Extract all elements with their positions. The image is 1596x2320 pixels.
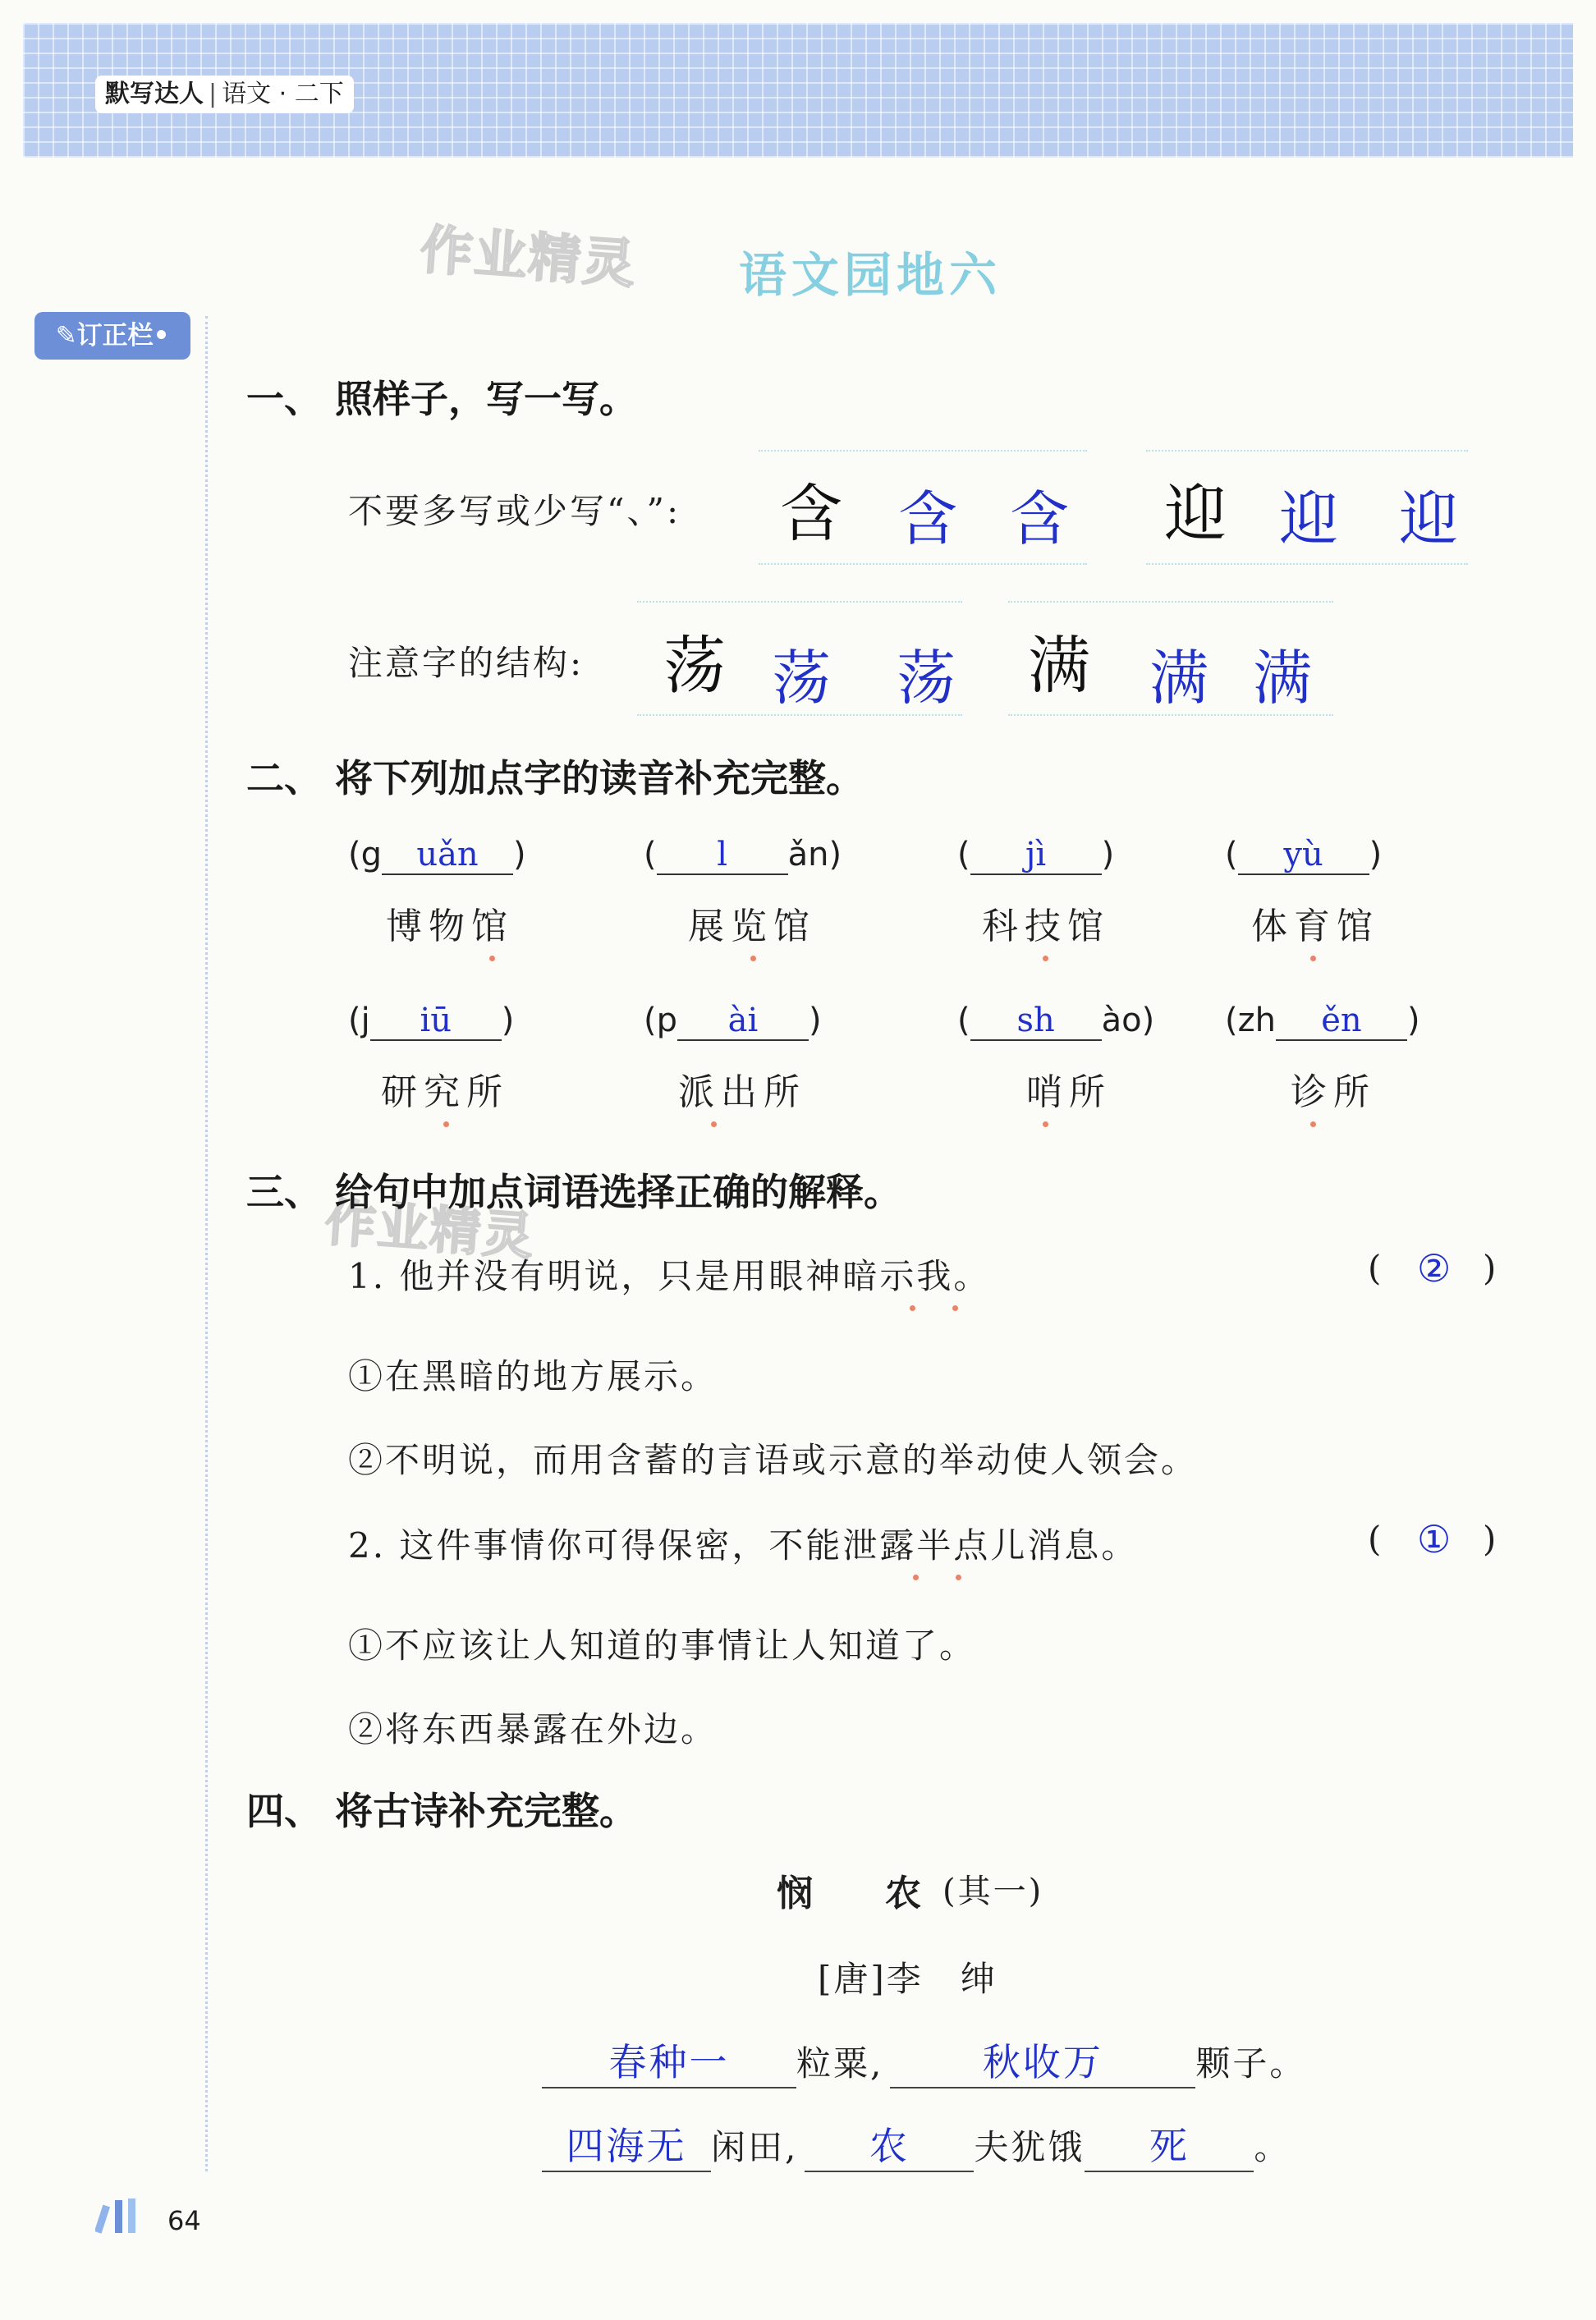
question-2-sentence: 2. 这件事情你可得保密，不能泄露半点儿消息。 [348, 1525, 1139, 1566]
section1-heading: 一、 照样子，写一写。 [246, 377, 638, 421]
poem-title: 悯 农 [777, 1873, 921, 1914]
watermark-top: 作业精灵 [418, 219, 639, 296]
written-character: 荡 [772, 644, 832, 713]
emphasis-dot [1043, 1121, 1048, 1127]
pinyin-answer: sh [1016, 1002, 1055, 1039]
answer-paren-close: ) [1483, 1519, 1497, 1559]
emphasis-dot [913, 1575, 919, 1580]
pinyin-item-5: (j iū ) [348, 1002, 515, 1039]
writing-guide-line [1146, 563, 1468, 565]
written-character: 满 [1149, 644, 1209, 713]
pinyin-item-2: ( l ǎn) [644, 836, 842, 873]
books-icon [95, 2197, 148, 2235]
word-4: 体育馆 [1251, 906, 1379, 947]
book-series-label: 默写达人 | 语文 · 二下 [95, 76, 354, 113]
word-8: 诊所 [1291, 1071, 1376, 1113]
section4-heading: 四、 将古诗补充完整。 [246, 1789, 638, 1833]
question-2-option-2: ②将东西暴露在外边。 [348, 1709, 718, 1749]
pinyin-item-3: ( jì ) [957, 836, 1115, 873]
answer-paren-open: ( [1368, 1248, 1382, 1288]
writing-guide-line [1008, 601, 1333, 603]
section1-row2-prompt: 注意字的结构: [348, 643, 585, 683]
model-character-2: 迎 [1164, 477, 1227, 550]
emphasis-dot [711, 1121, 717, 1127]
poem-subtitle: (其一) [942, 1873, 1044, 1910]
emphasis-dot [1043, 956, 1048, 961]
page-number: 64 [167, 2205, 201, 2236]
poem-answer: 四海无 [566, 2124, 687, 2168]
word-5: 研究所 [381, 1071, 509, 1113]
poem-answer: 死 [1149, 2124, 1190, 2168]
emphasis-dot [489, 956, 495, 961]
word-6: 派出所 [678, 1071, 806, 1113]
written-character: 迎 [1279, 484, 1339, 553]
section1-row1-prompt: 不要多写或少写“、”: [348, 491, 681, 531]
written-character: 含 [898, 484, 958, 553]
emphasis-dot [1310, 956, 1316, 961]
subject-name: 语文 · 二下 [222, 80, 344, 108]
question-1-answer: ② [1417, 1246, 1452, 1291]
section2-heading: 二、 将下列加点字的读音补充完整。 [246, 756, 864, 800]
emphasis-dot [910, 1305, 915, 1311]
word-7: 哨所 [1026, 1071, 1112, 1113]
poem-line-2: 四海无 闲田, 农 夫犹饿 死 。 [542, 2116, 1291, 2172]
question-2-option-1: ①不应该让人知道的事情让人知道了。 [348, 1625, 977, 1666]
poem-answer: 农 [869, 2124, 910, 2168]
pinyin-item-7: ( sh ào) [957, 1002, 1155, 1039]
model-character-3: 荡 [663, 629, 726, 702]
page-title: 语文园地六 [739, 247, 1002, 303]
answer-paren-open: ( [1368, 1519, 1382, 1559]
series-name: 默写达人 [105, 80, 204, 108]
pinyin-answer: uǎn [416, 836, 479, 873]
section3-heading: 三、 给句中加点词语选择正确的解释。 [246, 1170, 902, 1214]
pinyin-item-8: (zh ěn ) [1225, 1002, 1420, 1039]
emphasis-dot [1310, 1121, 1316, 1127]
writing-guide-line [759, 450, 1087, 452]
pinyin-item-1: (g uǎn ) [348, 836, 526, 873]
poem-answer: 春种一 [608, 2040, 730, 2084]
margin-divider [205, 316, 208, 2171]
watermark-middle: 作业精灵 [323, 1192, 537, 1267]
emphasis-dot [750, 956, 756, 961]
pinyin-item-6: (p ài ) [644, 1002, 822, 1039]
written-character: 迎 [1399, 484, 1459, 553]
pinyin-answer: ěn [1321, 1002, 1362, 1039]
writing-guide-line [1146, 450, 1468, 452]
question-2-answer: ① [1417, 1517, 1452, 1561]
written-character: 满 [1253, 644, 1313, 713]
model-character-4: 满 [1028, 629, 1090, 702]
answer-paren-close: ) [1483, 1248, 1497, 1288]
word-2: 展览馆 [688, 906, 816, 947]
emphasis-dot [443, 1121, 449, 1127]
pinyin-answer: l [717, 836, 727, 873]
pinyin-answer: ài [727, 1002, 759, 1039]
pinyin-answer: iū [420, 1002, 452, 1039]
correction-column-tab: ✎订正栏• [34, 312, 190, 360]
word-1: 博物馆 [386, 906, 514, 947]
poem-author: [唐]李 绅 [818, 1959, 998, 1999]
pinyin-item-4: ( yù ) [1225, 836, 1383, 873]
question-1-sentence: 1. 他并没有明说，只是用眼神暗示我。 [348, 1256, 991, 1296]
word-3: 科技馆 [982, 906, 1110, 947]
emphasis-dot [952, 1305, 958, 1311]
written-character: 荡 [897, 644, 956, 713]
written-character: 含 [1010, 484, 1070, 553]
writing-guide-line [637, 601, 962, 603]
emphasis-dot [956, 1575, 961, 1580]
poem-line-1: 春种一 粒粟, 秋收万 颗子。 [542, 2033, 1306, 2088]
question-1-option-1: ①在黑暗的地方展示。 [348, 1356, 718, 1396]
poem-answer: 秋收万 [982, 2040, 1103, 2084]
model-character-1: 含 [780, 477, 842, 550]
pinyin-answer: yù [1283, 836, 1323, 873]
question-1-option-2: ②不明说，而用含蓄的言语或示意的举动使人领会。 [348, 1440, 1199, 1480]
pinyin-answer: jì [1025, 836, 1047, 873]
writing-guide-line [759, 563, 1087, 565]
